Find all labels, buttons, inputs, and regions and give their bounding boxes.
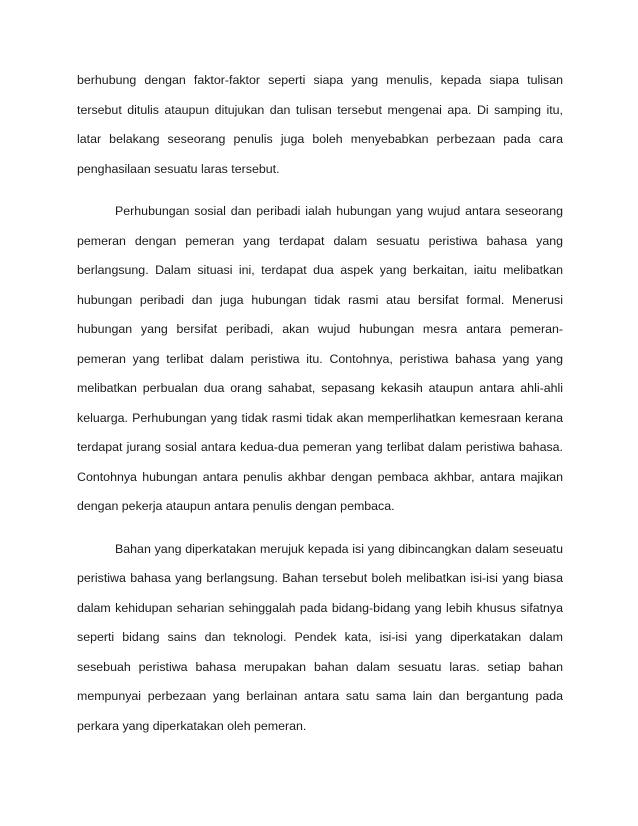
paragraph-1: berhubung dengan faktor-faktor seperti siapa yang menulis, kepada siapa tulisan tersebut ditulis ataupun ditujukan dan tulisan tersebut mengenai apa. Di samping itu, latar belakang seseorang penulis juga boleh menyebabkan perbezaan pada cara penghasilaan sesuatu laras tersebut.	[77, 73, 563, 176]
paragraph-2: Perhubungan sosial dan peribadi ialah hubungan yang wujud antara seseorang pemeran dengan pemeran yang terdapat dalam sesuatu peristiwa bahasa yang berlangsung. Dalam situasi ini, terdapat dua aspek yang berkaitan, iaitu melibatkan hubungan peribadi dan juga hubungan tidak rasmi atau bersifat formal. Menerusi hubungan yang bersifat peribadi, akan wujud hubungan mesra antara pemeran-pemeran yang terlibat dalam peristiwa itu. Contohnya, peristiwa bahasa yang yang melibatkan perbualan dua orang sahabat, sepasang kekasih ataupun antara ahli-ahli keluarga. Perhubungan yang tidak rasmi tidak akan memperlihatkan kemesraan kerana terdapat jurang sosial antara kedua-dua pemeran yang terlibat dalam peristiwa bahasa. Contohnya hubungan antara penulis akhbar dengan pembaca akhbar, antara majikan dengan pekerja ataupun antara penulis dengan pembaca.	[77, 204, 563, 513]
paragraph-3: Bahan yang diperkatakan merujuk kepada isi yang dibincangkan dalam seseuatu peristiwa bahasa yang berlangsung. Bahan tersebut boleh melibatkan isi-isi yang biasa dalam kehidupan seharian sehinggalah pada bidang-bidang yang lebih khusus sifatnya seperti bidang sains dan teknologi. Pendek kata, isi-isi yang diperkatakan dalam sesebuah peristiwa bahasa merupakan bahan dalam sesuatu laras. setiap bahan mempunyai perbezaan yang berlainan antara satu sama lain dan bergantung pada perkara yang diperkatakan oleh pemeran.	[77, 541, 563, 733]
document-body	[77, 66, 563, 754]
